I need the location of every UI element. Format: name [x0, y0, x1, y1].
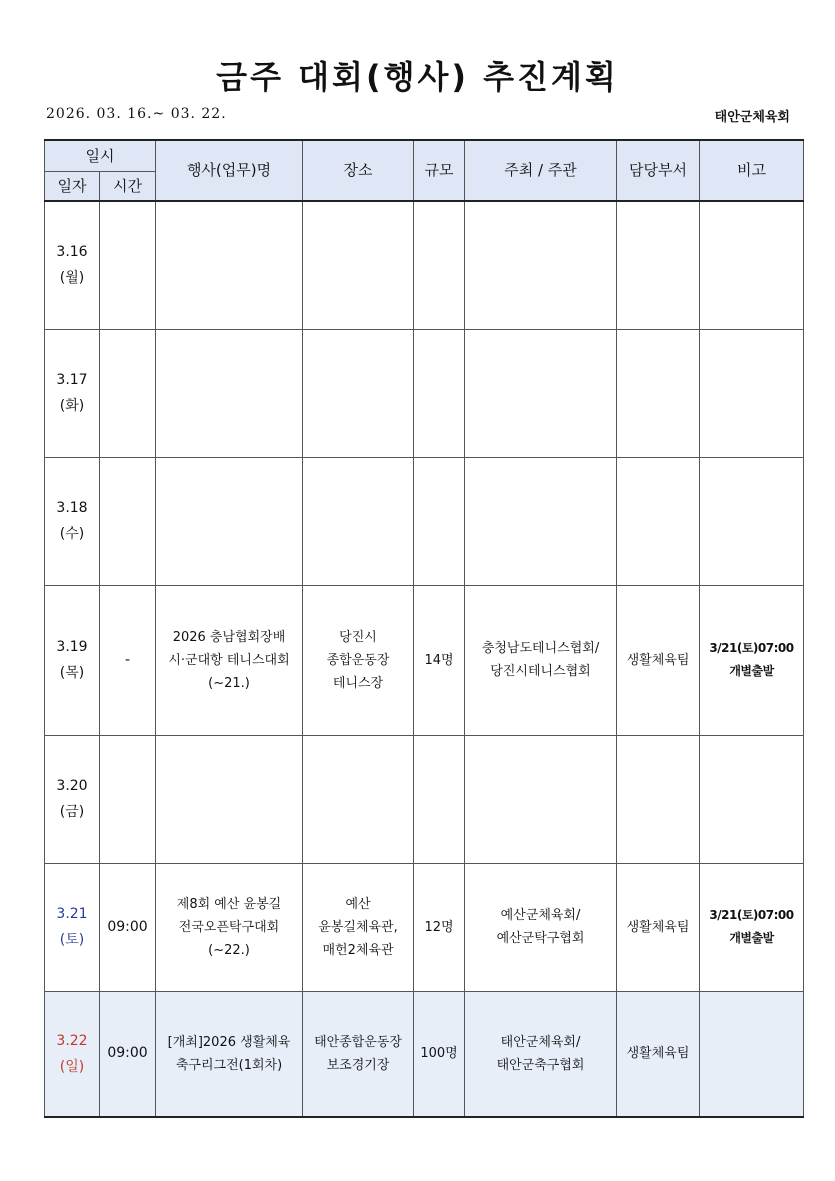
scale-cell — [414, 329, 465, 457]
date-cell — [45, 329, 100, 457]
place-line: 보조경기장 — [326, 1057, 390, 1073]
scale-cell — [414, 201, 465, 329]
event-line: 2026 충남협회장배 — [172, 629, 286, 645]
scale-cell — [414, 457, 465, 585]
time-cell: 09:00 — [100, 991, 156, 1117]
dept-cell — [617, 201, 700, 329]
date-text: (금) — [59, 804, 85, 820]
header-event: 행사(업무)명 — [156, 140, 303, 201]
time-cell — [100, 329, 156, 457]
dept-cell — [617, 735, 700, 863]
host-line: 충청남도테니스협회/ — [481, 641, 600, 656]
document-meta — [46, 106, 790, 126]
host-line: 예산군탁구협회 — [496, 931, 585, 946]
place-line: 매헌2체육관 — [322, 942, 394, 958]
event-cell — [156, 863, 303, 991]
place-cell — [303, 329, 414, 457]
date-text: (월) — [59, 270, 85, 287]
date-text: 3.22 — [56, 1032, 88, 1049]
event-line: 시·군대항 테니스대회 — [168, 652, 290, 668]
host-line: 예산군체육회/ — [500, 908, 581, 923]
table-row — [45, 201, 804, 329]
header-datetime: 일시 — [45, 140, 156, 172]
note-line: 3/21(토)07:00 — [709, 908, 794, 922]
table-row — [45, 735, 804, 863]
event-line: 축구리그전(1회차) — [175, 1057, 283, 1073]
place-cell — [303, 991, 414, 1117]
host-line: 당진시테니스협회 — [490, 664, 591, 679]
date-text: (목) — [59, 665, 85, 681]
header-host: 주최 / 주관 — [465, 140, 617, 201]
header-dept: 담당부서 — [617, 140, 700, 201]
host-line: 태안군체육회/ — [500, 1034, 581, 1050]
table-row — [45, 457, 804, 585]
header-note: 비고 — [700, 140, 804, 201]
date-text: 3.18 — [56, 500, 88, 516]
date-cell — [45, 991, 100, 1117]
note-cell — [700, 585, 804, 735]
event-line: (~21.) — [208, 675, 250, 691]
note-line: 개별출발 — [729, 664, 774, 678]
place-cell — [303, 735, 414, 863]
note-line: 3/21(토)07:00 — [709, 641, 794, 655]
event-cell — [156, 457, 303, 585]
header-date: 일자 — [45, 172, 100, 202]
host-cell — [465, 991, 617, 1117]
note-cell — [700, 201, 804, 329]
table-row — [45, 991, 804, 1117]
date-text: 3.19 — [56, 639, 88, 655]
host-cell — [465, 201, 617, 329]
scale-cell: 100명 — [414, 991, 465, 1117]
event-cell — [156, 991, 303, 1117]
note-cell — [700, 329, 804, 457]
place-cell — [303, 585, 414, 735]
date-text: 3.21 — [56, 906, 88, 922]
dept-cell — [617, 457, 700, 585]
date-range: 2026. 03. 16.~ 03. 22. — [46, 106, 227, 122]
date-text: (토) — [59, 932, 85, 948]
place-line: 윤봉길체육관, — [318, 919, 398, 935]
dept-cell — [617, 329, 700, 457]
date-text: (수) — [59, 526, 85, 542]
event-line: 전국오픈탁구대회(~22.) — [178, 919, 280, 958]
note-cell — [700, 735, 804, 863]
time-cell: 09:00 — [100, 863, 156, 991]
date-cell — [45, 735, 100, 863]
page-title: 금주 대회(행사) 추진계획 — [216, 58, 619, 96]
time-cell — [100, 201, 156, 329]
scale-cell — [414, 735, 465, 863]
organization-name: 태안군체육회 — [714, 110, 790, 125]
table-row — [45, 863, 804, 991]
date-text: 3.20 — [56, 778, 88, 794]
place-cell — [303, 863, 414, 991]
schedule-body — [45, 201, 804, 1117]
table-row — [45, 585, 804, 735]
host-cell — [465, 329, 617, 457]
place-line: 종합운동장 — [326, 652, 390, 668]
event-cell — [156, 329, 303, 457]
event-line: 제8회 예산 윤봉길 — [176, 896, 282, 912]
place-line: 예산 — [345, 896, 371, 912]
place-line: 당진시 — [339, 629, 377, 645]
note-cell — [700, 457, 804, 585]
date-text: (화) — [59, 398, 85, 414]
note-line: 개별출발 — [729, 931, 774, 945]
note-cell — [700, 863, 804, 991]
date-cell — [45, 585, 100, 735]
place-line: 태안종합운동장 — [314, 1034, 402, 1050]
scale-cell: 14명 — [414, 585, 465, 735]
date-text: 3.16 — [56, 244, 88, 261]
host-cell — [465, 457, 617, 585]
date-text: 3.17 — [56, 372, 88, 388]
place-cell — [303, 201, 414, 329]
header-scale: 규모 — [414, 140, 465, 201]
scale-cell: 12명 — [414, 863, 465, 991]
dept-cell: 생활체육팀 — [617, 585, 700, 735]
time-cell — [100, 735, 156, 863]
host-cell — [465, 863, 617, 991]
event-line: [개최]2026 생활체육 — [167, 1034, 291, 1050]
header-time: 시간 — [100, 172, 156, 202]
schedule-table — [44, 139, 804, 1118]
time-cell — [100, 457, 156, 585]
date-text: (일) — [59, 1058, 85, 1075]
dept-cell: 생활체육팀 — [617, 863, 700, 991]
time-cell: - — [100, 585, 156, 735]
event-cell — [156, 585, 303, 735]
date-cell — [45, 201, 100, 329]
header-place: 장소 — [303, 140, 414, 201]
place-cell — [303, 457, 414, 585]
note-cell — [700, 991, 804, 1117]
host-cell — [465, 585, 617, 735]
event-cell — [156, 735, 303, 863]
table-row — [45, 329, 804, 457]
date-cell — [45, 863, 100, 991]
date-cell — [45, 457, 100, 585]
host-line: 태안군축구협회 — [496, 1057, 585, 1073]
event-cell — [156, 201, 303, 329]
dept-cell: 생활체육팀 — [617, 991, 700, 1117]
place-line: 테니스장 — [332, 675, 384, 691]
host-cell — [465, 735, 617, 863]
